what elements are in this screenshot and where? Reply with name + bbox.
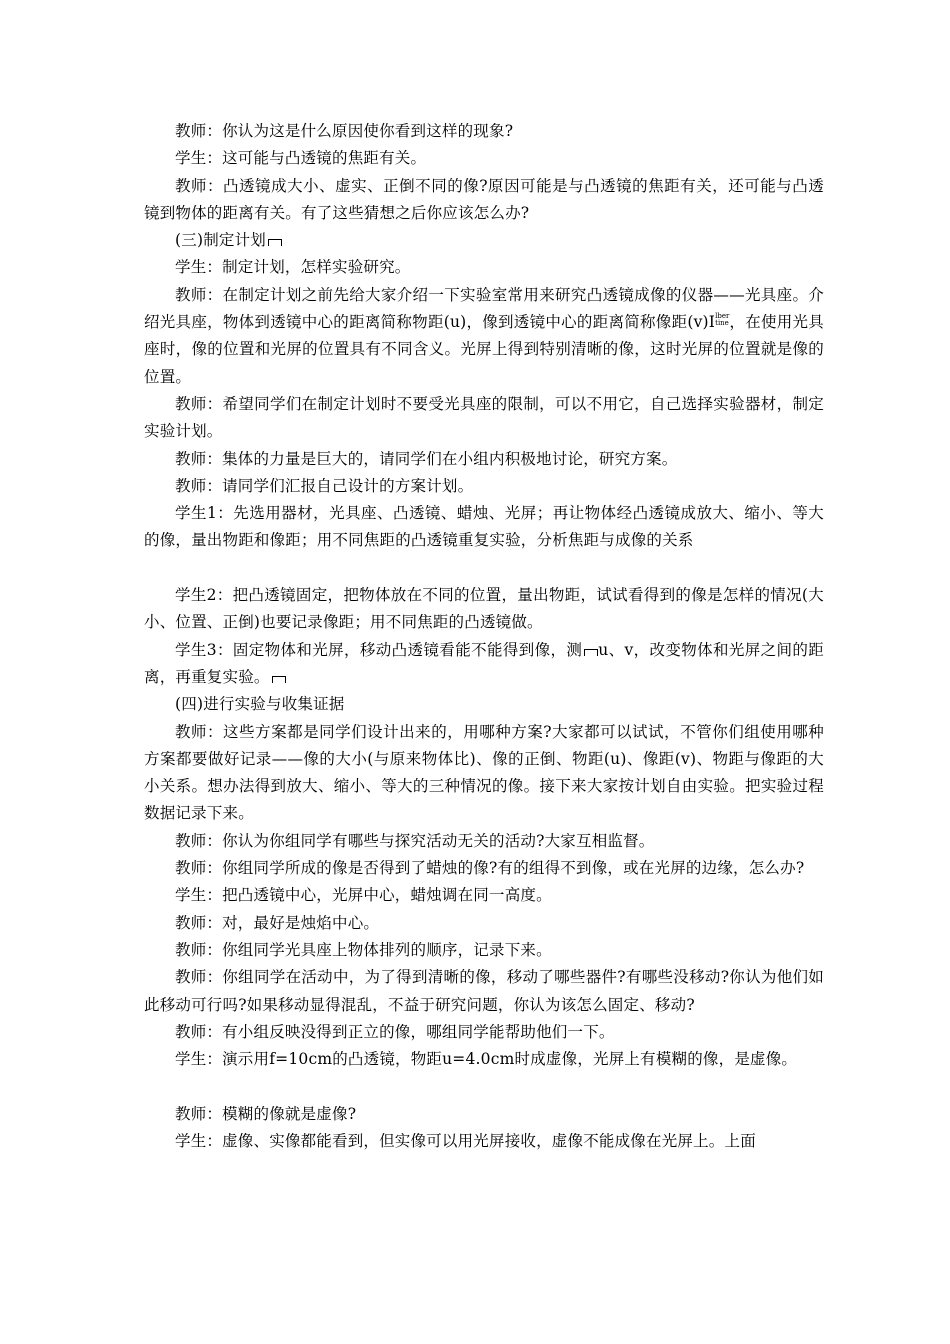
paragraph: 教师：这些方案都是同学们设计出来的，用哪种方案?大家都可以试试，不管你们组使用哪种方案都要做好记录——像的大小(与原来物体比)、像的正倒、物距(u)、像距(v)、物距与像距的大小关系。想办法得到放大、缩小、等大的三种情况的像。接下来大家按计划自由实验。把实验过程数据记录下来。 bbox=[144, 722, 824, 823]
tiny-text-line: lber bbox=[715, 312, 730, 321]
blank-line bbox=[144, 555, 824, 582]
paragraph: 教师：模糊的像就是虚像? bbox=[175, 1104, 357, 1123]
paragraph: 教师：你认为这是什么原因使你看到这样的现象? bbox=[175, 122, 514, 140]
scan-artifact-mark bbox=[272, 676, 286, 683]
paragraph: 教师：你组同学在活动中，为了得到清晰的像，移动了哪些器件?有哪些没移动?你认为他们如此移动可行吗?如果移动显得混乱，不益于研究问题，你认为该怎么固定、移动? bbox=[144, 968, 824, 1014]
section-heading-text: (三)制定计划 bbox=[175, 231, 266, 250]
paragraph: 教师：你认为你组同学有哪些与探究活动无关的活动?大家互相监督。 bbox=[175, 831, 655, 850]
paragraph: 学生：演示用f=10cm的凸透镜，物距u=4.0cm时成虚像，光屏上有模糊的像，是虚像。 bbox=[175, 1050, 798, 1069]
paragraph: 教师：集体的力量是巨大的，请同学们在小组内积极地讨论，研究方案。 bbox=[175, 449, 678, 468]
paragraph: 教师：凸透镜成大小、虚实、正倒不同的像?原因可能是与凸透镜的焦距有关，还可能与凸透镜到物体的距离有关。有了这些猜想之后你应该怎么办? bbox=[144, 176, 824, 222]
paragraph: 学生：把凸透镜中心，光屏中心，蜡烛调在同一高度。 bbox=[175, 886, 552, 905]
paragraph: 学生1：先选用器材，光具座、凸透镜、蜡烛、光屏；再让物体经凸透镜成放大、缩小、等大的像，量出物距和像距；用不同焦距的凸透镜重复实验，分析焦距与成像的关系 bbox=[144, 504, 824, 550]
paragraph: 教师：有小组反映没得到正立的像，哪组同学能帮助他们一下。 bbox=[175, 1022, 615, 1041]
scan-artifact-mark bbox=[584, 649, 598, 656]
paragraph: 学生：这可能与凸透镜的焦距有关。 bbox=[175, 149, 427, 168]
paragraph: 学生：制定计划，怎样实验研究。 bbox=[175, 258, 411, 277]
paragraph: 教师：请同学们汇报自己设计的方案计划。 bbox=[175, 476, 474, 495]
tiny-text-line: tine bbox=[715, 319, 729, 328]
paragraph: 教师：希望同学们在制定计划时不要受光具座的限制，可以不用它，自己选择实验器材，制定实验计划。 bbox=[144, 394, 824, 441]
scan-artifact-tiny-text bbox=[715, 313, 729, 327]
section-heading: (四)进行实验与收集证据 bbox=[175, 695, 345, 714]
paragraph: 学生2：把凸透镜固定，把物体放在不同的位置，量出物距，试试看得到的像是怎样的情况(大小、位置、正倒)也要记录像距；用不同焦距的凸透镜做。 bbox=[144, 586, 824, 632]
paragraph-text: u、v，改变物体和光屏之间的距离，再重复实验。 bbox=[144, 640, 824, 686]
scan-artifact-glyph: I bbox=[708, 313, 716, 332]
paragraph-text: ，在使用光具座时，像的位置和光屏的位置具有不同含义。光屏上得到特别清晰的像，这时光屏的位置就是像的位置。 bbox=[144, 313, 824, 386]
paragraph: 教师：你组同学所成的像是否得到了蜡烛的像?有的组得不到像，或在光屏的边缘，怎么办? bbox=[175, 859, 805, 878]
document-body bbox=[144, 118, 824, 1155]
paragraph-text: 学生3：固定物体和光屏，移动凸透镜看能不能得到像，测 bbox=[175, 640, 583, 659]
scan-artifact-mark bbox=[268, 239, 282, 246]
paragraph: 学生：虚像、实像都能看到，但实像可以用光屏接收，虚像不能成像在光屏上。上面 bbox=[175, 1131, 756, 1150]
section-heading bbox=[144, 227, 824, 254]
paragraph: 教师：你组同学光具座上物体排列的顺序，记录下来。 bbox=[175, 940, 552, 959]
paragraph-text: 教师：在制定计划之前先给大家介绍一下实验室常用来研究凸透镜成像的仪器——光具座。介绍光具座，物体到透镜中心的距离简称物距(u)，像到透镜中心的距离简称像距(v) bbox=[144, 285, 824, 332]
paragraph bbox=[144, 637, 824, 692]
paragraph: 教师：对，最好是烛焰中心。 bbox=[175, 913, 380, 932]
blank-line bbox=[144, 1073, 824, 1100]
paragraph bbox=[144, 282, 824, 391]
